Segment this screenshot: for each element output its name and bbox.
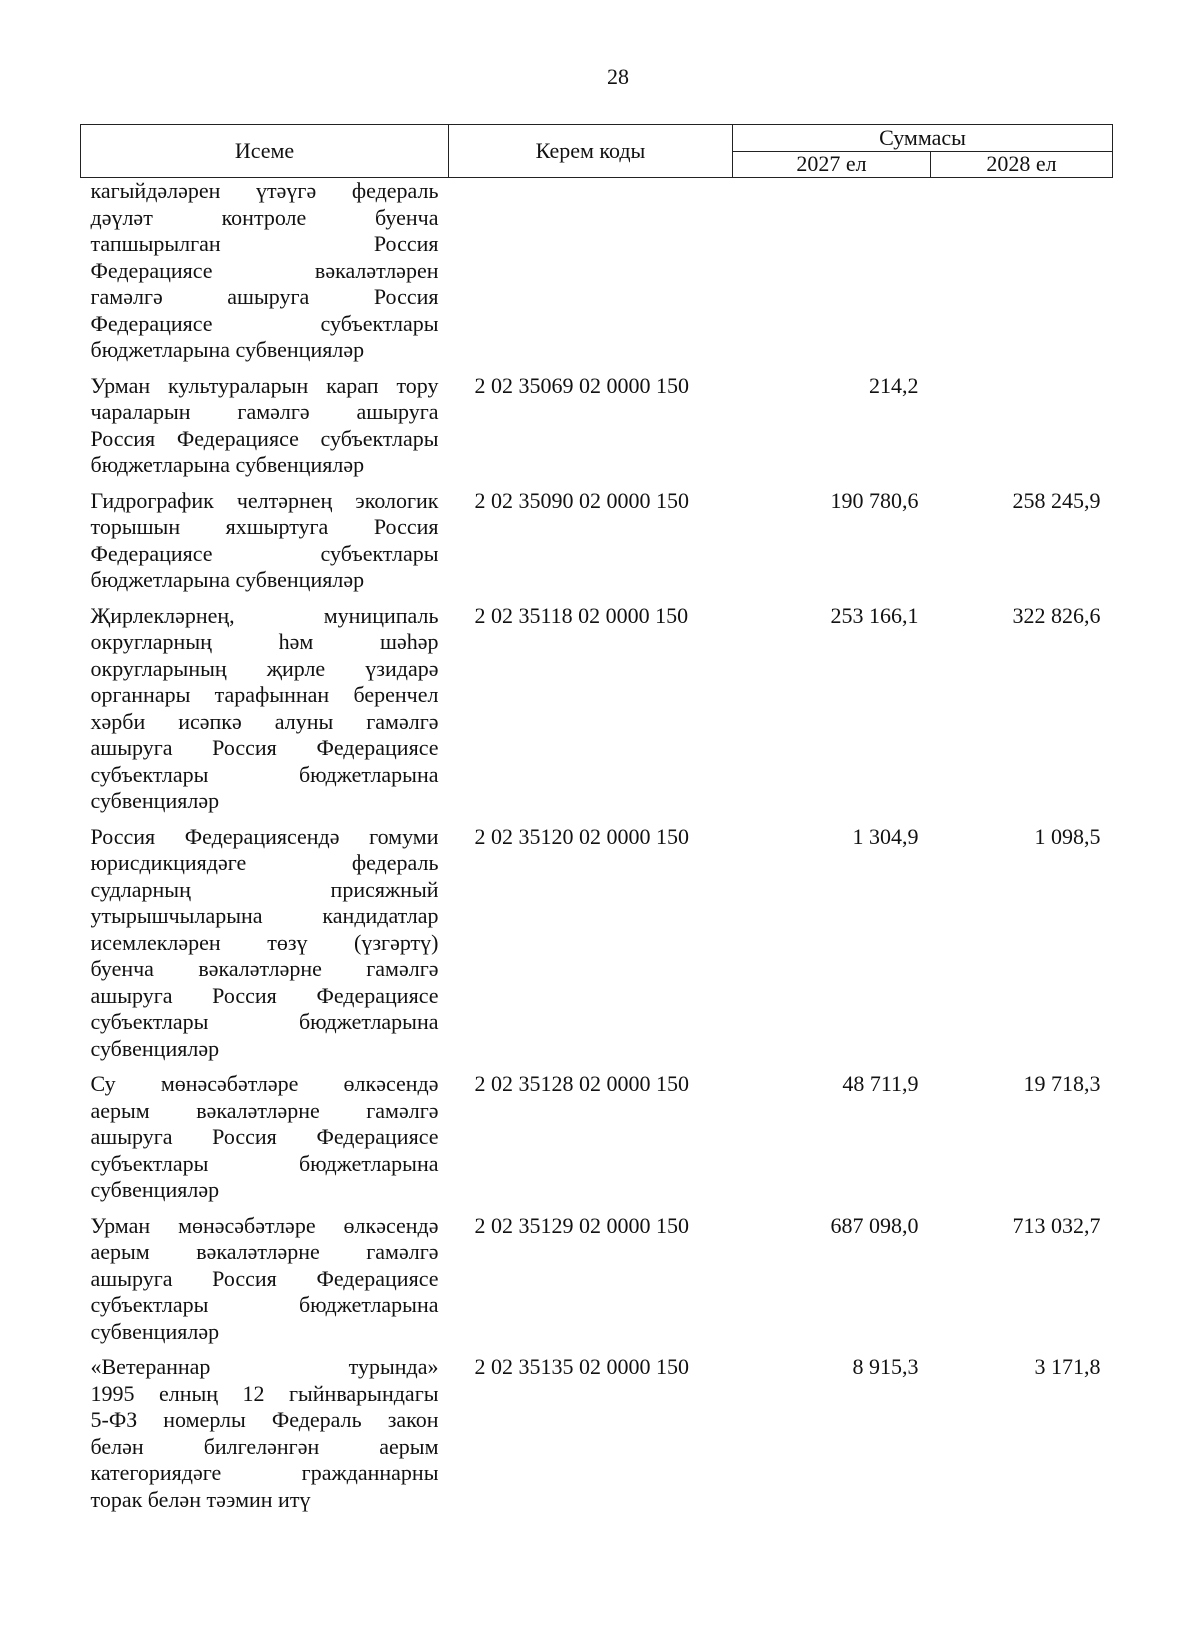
row-name-line: Җирлекләрнең, муниципаль (90, 602, 439, 628)
row-name-line: ашыруга Россия Федерациясе (90, 735, 439, 760)
table-row (81, 373, 1113, 488)
table-row (81, 488, 1113, 603)
row-amount-2027: 253 166,1 (830, 602, 919, 628)
row-name-line: субъектлары бюджетларына (90, 1150, 439, 1176)
row-name-line: субъектлары бюджетларына (90, 1009, 439, 1034)
row-name-line: аерым вәкаләтләрне гамәлгә (90, 1097, 439, 1123)
table-row (81, 1213, 1113, 1355)
row-name-line: Федерациясе субъектлары (90, 540, 439, 566)
row-name-line: исемлекләрен төзү (үзгәртү) (90, 929, 439, 955)
row-code: 2 02 35090 02 0000 150 (474, 487, 689, 513)
row-name-line: субъектлары бюджетларына (90, 761, 439, 787)
row-name (81, 1213, 449, 1355)
row-name-line: утырышчыларына кандидатлар (90, 903, 439, 928)
row-code: 2 02 35135 02 0000 150 (474, 1354, 689, 1379)
row-amount-2028: 258 245,9 (1012, 487, 1101, 513)
row-name-line: кагыйдәләрен үтәүгә федераль (90, 178, 439, 203)
row-name-line: буенча вәкаләтләрне гамәлгә (90, 956, 439, 981)
row-name (81, 1354, 449, 1522)
row-amount-2027: 190 780,6 (830, 487, 919, 513)
page-number: 28 (607, 64, 629, 89)
row-name-line: торышын яхшыртуга Россия (90, 514, 439, 539)
table-header (81, 125, 1113, 178)
row-name-line: хәрби исәпкә алуны гамәлгә (90, 708, 439, 734)
row-name-line: «Ветераннар турында» (90, 1354, 439, 1379)
row-name-line: 5-ФЗ номерлы Федераль закон (90, 1407, 439, 1432)
row-name (81, 824, 449, 1072)
row-name-line: 1995 елның 12 гыйнварындагы (90, 1380, 439, 1406)
row-code (449, 178, 733, 373)
row-name (81, 373, 449, 488)
row-code: 2 02 35118 02 0000 150 (474, 602, 689, 628)
row-name-line: субъектлары бюджетларына (90, 1292, 439, 1317)
row-name-line: торак белән тәэмин итү (90, 1486, 311, 1512)
row-name-line: Федерациясе субъектлары (90, 310, 439, 336)
row-name (81, 603, 449, 824)
row-name-line: судларның присяжный (90, 876, 439, 902)
table-row (81, 824, 1113, 1072)
row-amount-2027 (733, 178, 931, 373)
row-name-line: Россия Федерациясе субъектлары (90, 425, 439, 451)
table-row (81, 1354, 1113, 1522)
row-amount-2027: 214,2 (869, 372, 919, 398)
row-name-line: субвенцияләр (90, 1035, 220, 1061)
row-amount-2027: 1 304,9 (852, 823, 919, 849)
row-amount-2028 (931, 178, 1113, 373)
row-name-line: Гидрографик челтәрнең экологик (90, 487, 439, 513)
row-code: 2 02 35069 02 0000 150 (474, 372, 689, 398)
row-amount-2028: 1 098,5 (1034, 823, 1101, 849)
row-name-line: гамәлгә ашыруга Россия (90, 284, 439, 309)
row-name-line: округларның һәм шәһәр (90, 629, 439, 654)
row-name-line: ашыруга Россия Федерациясе (90, 982, 439, 1008)
row-name-line: белән билгеләнгән аерым (90, 1433, 439, 1459)
row-name-line: органнары тарафыннан беренчел (90, 682, 439, 707)
table-row (81, 178, 1113, 373)
row-amount-2028: 713 032,7 (1012, 1212, 1101, 1238)
row-amount-2028: 3 171,8 (1034, 1354, 1101, 1379)
row-name-line: ашыруга Россия Федерациясе (90, 1265, 439, 1291)
header-sum: Суммасы (733, 125, 1113, 152)
header-year-2028: 2028 ел (931, 151, 1113, 178)
row-code: 2 02 35120 02 0000 150 (474, 823, 689, 849)
row-name-line: Россия Федерациясендә гомуми (90, 823, 439, 849)
row-name (81, 178, 449, 373)
header-name: Исеме (81, 125, 449, 178)
row-name-line: дәүләт контроле буенча (90, 204, 439, 230)
budget-table (80, 124, 1113, 1522)
row-name-line: субвенцияләр (90, 1177, 220, 1202)
row-name-line: чараларын гамәлгә ашыруга (90, 399, 439, 424)
row-name-line: бюджетларына субвенцияләр (90, 452, 365, 477)
row-name (81, 488, 449, 603)
row-name-line: Федерациясе вәкаләтләрен (90, 257, 439, 283)
row-name-line: бюджетларына субвенцияләр (90, 337, 365, 362)
row-name-line: аерым вәкаләтләрне гамәлгә (90, 1239, 439, 1264)
table-body (81, 178, 1113, 1523)
header-year-2027: 2027 ел (733, 151, 931, 178)
row-amount-2027: 48 711,9 (842, 1071, 919, 1096)
table-row (81, 1071, 1113, 1213)
row-name-line: бюджетларына субвенцияләр (90, 567, 365, 592)
row-name-line: Су мөнәсәбәтләре өлкәсендә (90, 1071, 439, 1096)
header-code: Керем коды (449, 125, 733, 178)
table-row (81, 603, 1113, 824)
row-name-line: тапшырылган Россия (90, 231, 439, 256)
row-name-line: субвенцияләр (90, 1318, 220, 1344)
row-amount-2027: 8 915,3 (852, 1354, 919, 1379)
row-code: 2 02 35129 02 0000 150 (474, 1212, 689, 1238)
row-amount-2028: 19 718,3 (1023, 1071, 1101, 1096)
row-amount-2027: 687 098,0 (830, 1212, 919, 1238)
row-name-line: Урман мөнәсәбәтләре өлкәсендә (90, 1212, 439, 1238)
row-name-line: категориядәге гражданнарны (90, 1460, 439, 1485)
row-name (81, 1071, 449, 1213)
row-amount-2028 (931, 373, 1113, 488)
row-name-line: округларының җирле үзидарә (90, 655, 439, 681)
row-name-line: ашыруга Россия Федерациясе (90, 1124, 439, 1149)
row-name-line: субвенцияләр (90, 788, 220, 813)
row-name-line: юрисдикциядәге федераль (90, 850, 439, 875)
row-amount-2028: 322 826,6 (1012, 602, 1101, 628)
row-name-line: Урман культураларын карап тору (90, 372, 439, 398)
row-code: 2 02 35128 02 0000 150 (474, 1071, 689, 1096)
